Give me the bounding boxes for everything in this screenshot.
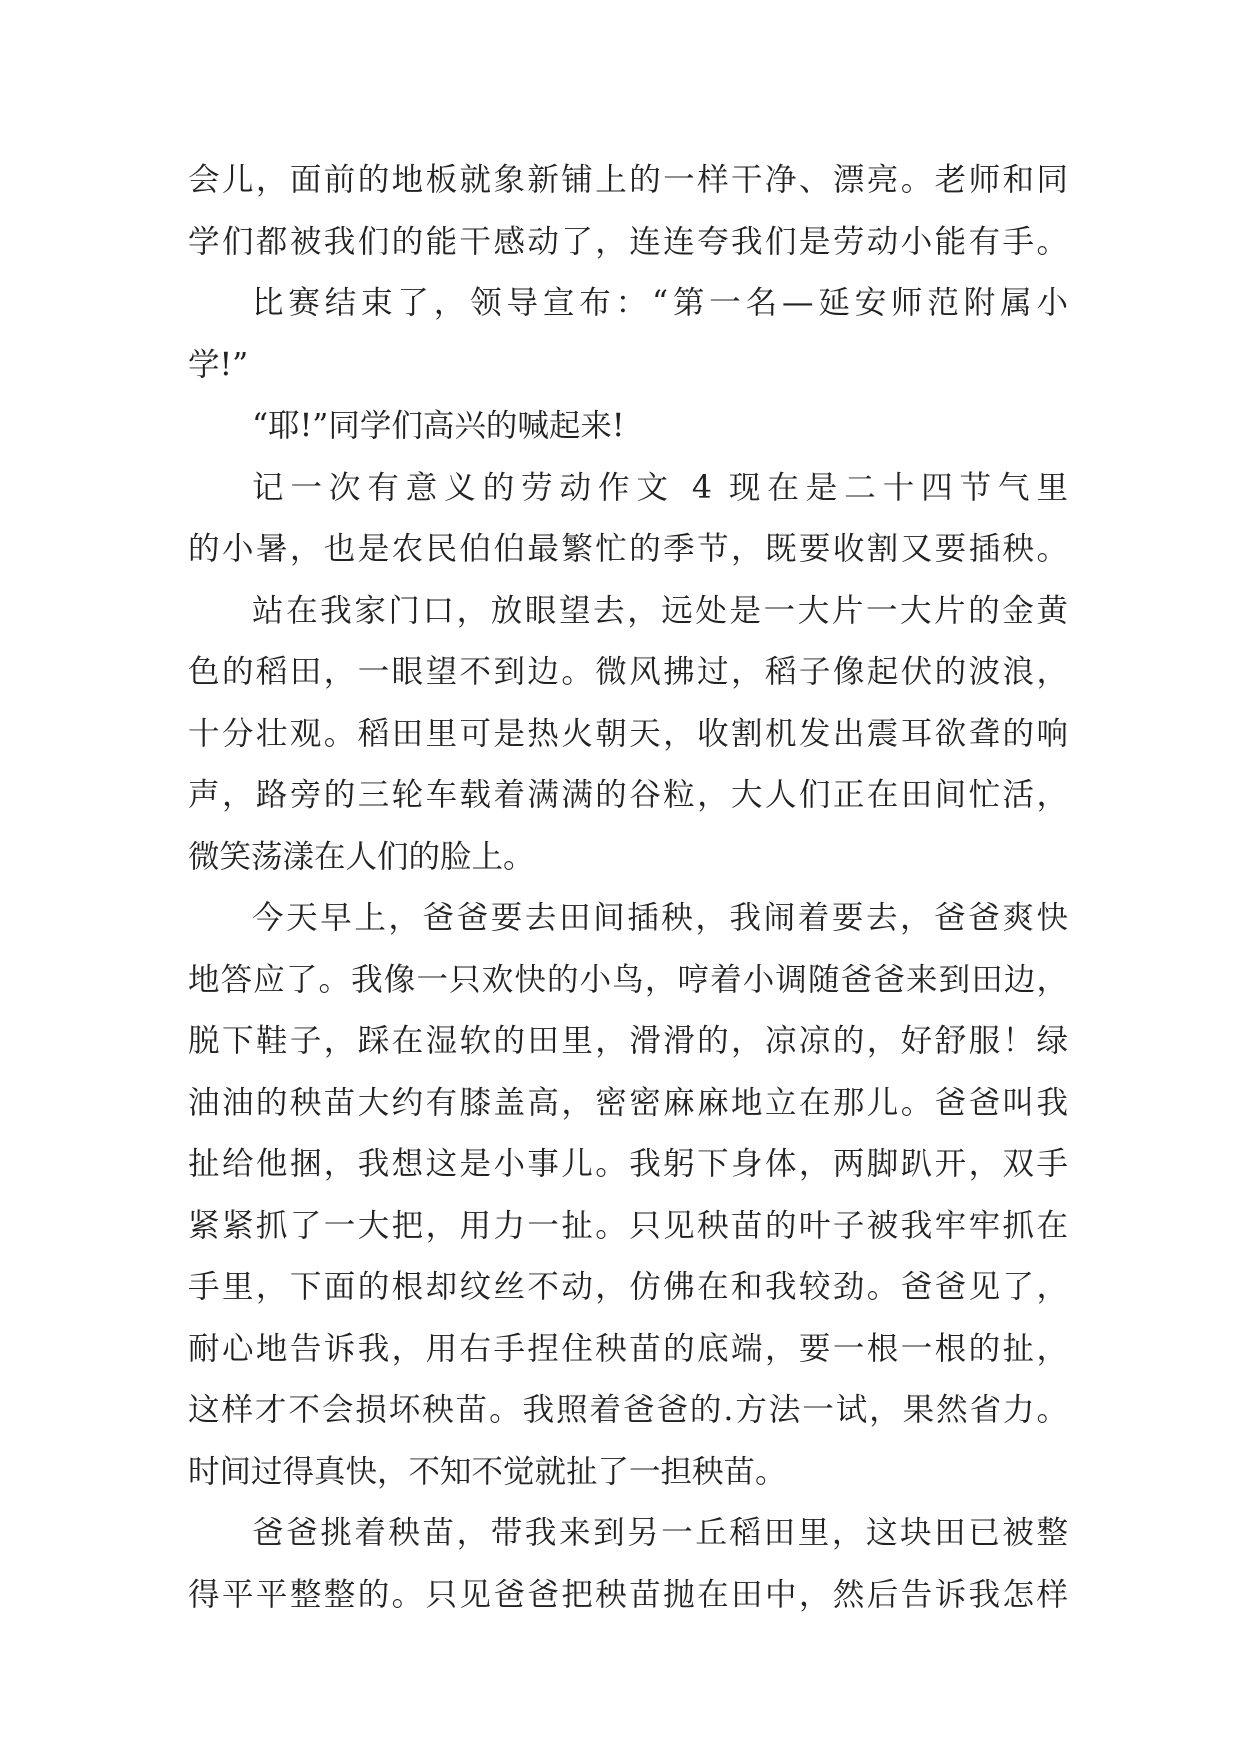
text-line: 时间过得真快，不知不觉就扯了一担秧苗。	[188, 1453, 787, 1490]
text-line: 十分壮观。稻田里可是热火朝天，收割机发出震耳欲聋的响	[188, 715, 1068, 752]
essay-text	[188, 150, 1068, 1626]
text-line: 比赛结束了，领导宣布：“第一名—延安师范附属小	[252, 285, 1068, 321]
text-line: 会儿，面前的地板就象新铺上的一样干净、漂亮。老师和同	[188, 162, 1068, 198]
text-line: 脱下鞋子，踩在湿软的田里，滑滑的，凉凉的，好舒服！绿	[188, 1023, 1068, 1059]
text-line: 色的稻田，一眼望不到边。微风拂过，稻子像起伏的波浪，	[188, 654, 1068, 690]
text-line: 微笑荡漾在人们的脸上。	[188, 838, 535, 875]
text-line: 得平平整整的。只见爸爸把秧苗抛在田中，然后告诉我怎样	[188, 1576, 1068, 1613]
text-line: 的小暑，也是农民伯伯最繁忙的季节，既要收割又要插秧。	[188, 531, 1068, 567]
text-line: 地答应了。我像一只欢快的小鸟，哼着小调随爸爸来到田边，	[188, 961, 1068, 998]
text-line: 耐心地告诉我，用右手捏住秧苗的底端，要一根一根的扯，	[188, 1330, 1068, 1367]
text-line: 学们都被我们的能干感动了，连连夸我们是劳动小能有手。	[188, 223, 1068, 260]
text-line: 声，路旁的三轮车载着满满的谷粒，大人们正在田间忙活，	[188, 777, 1068, 813]
text-line: 学!”	[188, 346, 249, 383]
text-line: 紧紧抓了一大把，用力一扯。只见秧苗的叶子被我牢牢抓在	[188, 1207, 1068, 1244]
text-line: 爸爸挑着秧苗，带我来到另一丘稻田里，这块田已被整	[252, 1515, 1068, 1551]
text-line: 油油的秧苗大约有膝盖高，密密麻麻地立在那儿。爸爸叫我	[188, 1084, 1068, 1121]
text-line: 扯给他捆，我想这是小事儿。我躬下身体，两脚趴开，双手	[188, 1146, 1068, 1182]
text-line: 手里，下面的根却纹丝不动，仿佛在和我较劲。爸爸见了，	[188, 1269, 1068, 1305]
text-line: 今天早上，爸爸要去田间插秧，我闹着要去，爸爸爽快	[252, 900, 1068, 936]
text-line: 这样才不会损坏秧苗。我照着爸爸的.方法一试，果然省力。	[188, 1392, 1068, 1428]
text-line: “耶!”同学们高兴的喊起来!	[252, 408, 625, 444]
text-line: 站在我家门口，放眼望去，远处是一大片一大片的金黄	[252, 592, 1068, 629]
text-line: 记一次有意义的劳动作文 4 现在是二十四节气里	[252, 469, 1068, 506]
